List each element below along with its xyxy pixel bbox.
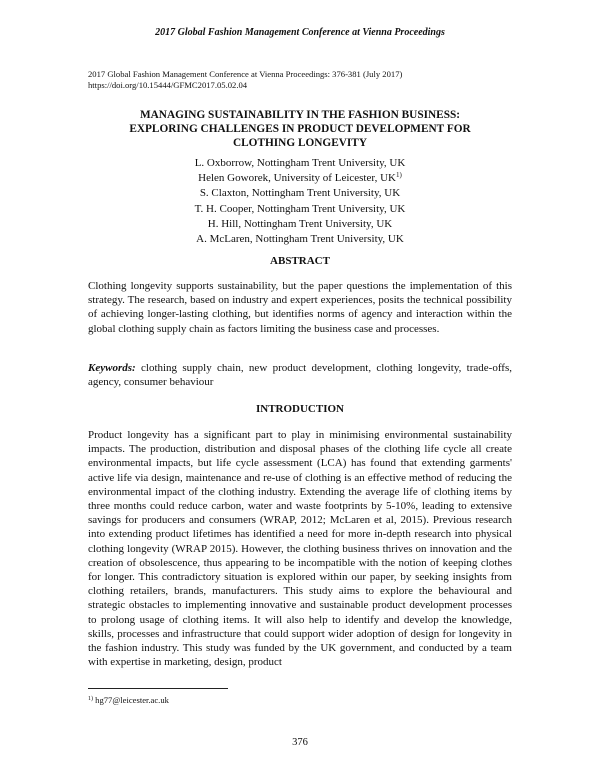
page-number: 376 [292,737,308,748]
citation-block [88,69,518,91]
abstract-text: Clothing longevity supports sustainability, but the paper questions the implementation of this strategy. The research, based on industry and expert experiences, posits the technical possibility of achieving longer-lasting clothing, but identifies norms of agency and interaction within the global clothing supply chain as factors limiting the business case and processes. [88,280,512,335]
keywords [88,361,512,389]
paper-title [60,108,540,150]
footnote-marker: 1) [395,171,402,180]
author-line: T. H. Cooper, Nottingham Trent University, UK [194,202,406,215]
introduction-heading: INTRODUCTION [255,403,344,415]
author-line: L. Oxborrow, Nottingham Trent University, UK [194,157,406,169]
author-list [60,156,540,247]
footnote-email[interactable]: hg77@leicester.ac.uk [95,695,169,705]
title-line: MANAGING SUSTAINABILITY IN THE FASHION BUSINESS: [139,109,461,121]
title-line: CLOTHING LONGEVITY [232,137,368,149]
citation-source: 2017 Global Fashion Management Conference at Vienna Proceedings: 376-381 (July 2017) [88,69,403,79]
keywords-label: Keywords: [88,362,136,374]
footnote-mark: 1) [88,696,93,702]
author-line [60,171,540,186]
author-line: A. McLaren, Nottingham Trent University, UK [196,233,404,246]
author-line: H. Hill, Nottingham Trent University, UK [207,217,393,230]
footnote-divider [88,688,228,689]
footnote [88,695,169,705]
author-line: S. Claxton, Nottingham Trent University, UK [199,187,401,200]
introduction-text: Product longevity has a significant part to play in minimising environmental sustainability impacts. The production, distribution and disposal phases of the clothing life cycle all create environmental impacts, but life cycle assessment (LCA) has found that extending garments' active life via design, maintenance and re-use of clothing is an effective method of reducing the environmental impact of the clothing industry. Extending the average life of clothing items by three months could reduce carbon, water and waste footprints by 5-10%, leading to extensive savings for producers and consumers (WRAP, 2012; McLaren et al, 2015). Previous research into extending product lifetimes has identified a need for more in-depth research into physical clothing longevity (WRAP 2015). However, the clothing business thrives on innovation and the creation of obsolescence, thus appearing to be incompatible with the notion of keeping clothes for longer. This contradictory situation is explored within our paper, by seeking insights from clothing retailers, brands, manufacturers. This study aims to explore the behavioural and strategic obstacles to implementing innovative and sustainable product development processes to prolong usage of clothing items. It will also help to identify and develop the knowledge, skills, processes and infrastructure that could support wider adoption of design for longevity in the fashion industry. This study was funded by the UK government, and conducted by a team with expertise in marketing, design, product [88,429,512,669]
abstract-heading: ABSTRACT [270,255,330,267]
title-line: EXPLORING CHALLENGES IN PRODUCT DEVELOPMENT FOR [129,123,471,135]
running-header: 2017 Global Fashion Management Conference at Vienna Proceedings [155,27,445,38]
author-name: Helen Goworek, University of Leicester, UK [198,172,396,185]
citation-doi[interactable]: https://doi.org/10.15444/GFMC2017.05.02.04 [88,80,248,90]
keywords-text: clothing supply chain, new product development, clothing longevity, trade-offs, agency, consumer behaviour [88,362,512,389]
